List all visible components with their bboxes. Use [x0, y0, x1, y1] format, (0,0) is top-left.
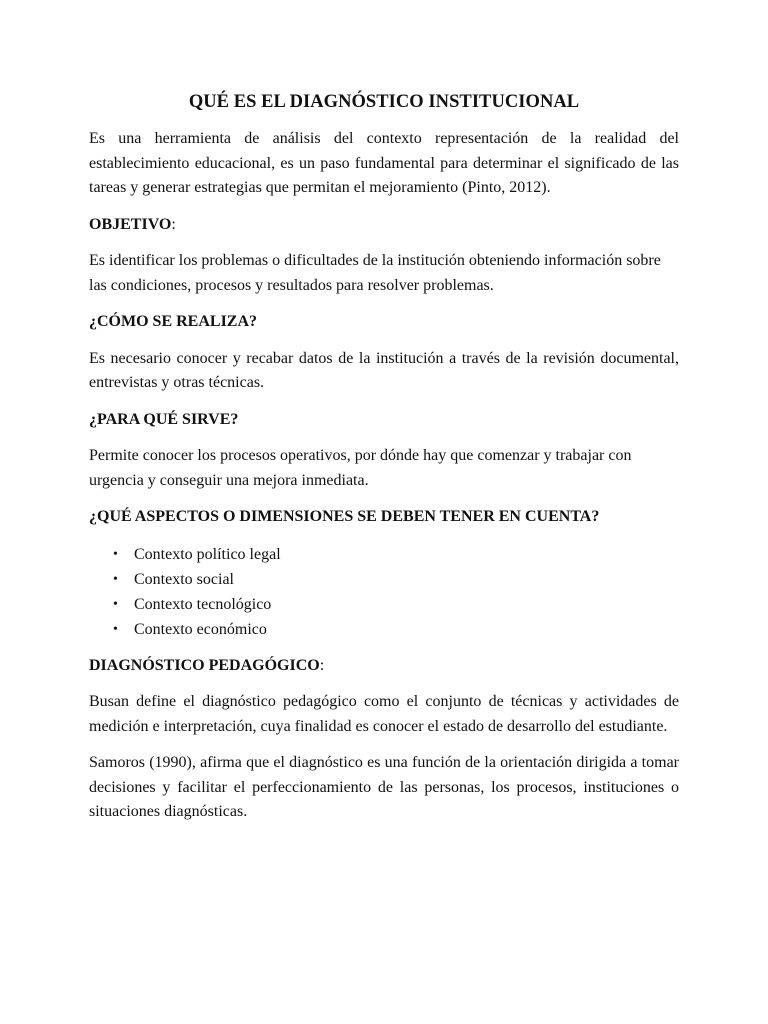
- intro-paragraph: Es una herramienta de análisis del contexto representación de la realidad del establecimiento educacional, es un paso fundamental para determinar el significado de las tareas y generar estrategias que permitan el mejoramiento (Pinto, 2012).: [89, 130, 679, 196]
- objetivo-heading: [89, 213, 679, 238]
- como-paragraph: Es necesario conocer y recabar datos de la institución a través de la revisión documental, entrevistas y otras técnicas.: [89, 349, 679, 391]
- como-heading: ¿CÓMO SE REALIZA?: [89, 313, 258, 330]
- para-paragraph: Permite conocer los procesos operativos, por dónde hay que comenzar y trabajar con urgencia y conseguir una mejora inmediata.: [89, 447, 632, 489]
- pedagogico-paragraph-1: Busan define el diagnóstico pedagógico como el conjunto de técnicas y actividades de medición e interpretación, cuya finalidad es conocer el estado de desarrollo del estudiante.: [89, 693, 679, 735]
- document-body: [89, 88, 679, 837]
- list-item-text: Contexto tecnológico: [134, 595, 272, 613]
- objetivo-paragraph: Es identificar los problemas o dificultades de la institución obteniendo información sobre las condiciones, procesos y resultados para resolver problemas.: [89, 252, 661, 294]
- list-item: [89, 617, 679, 642]
- pedagogico-heading-text: DIAGNÓSTICO PEDAGÓGICO: [89, 656, 320, 674]
- document-title: QUÉ ES EL DIAGNÓSTICO INSTITUCIONAL: [188, 92, 580, 112]
- aspectos-heading: ¿QUÉ ASPECTOS O DIMENSIONES SE DEBEN TENER EN CUENTA?: [89, 508, 600, 525]
- bullet-icon: •: [113, 571, 118, 587]
- bullet-icon: •: [113, 596, 118, 612]
- pedagogico-heading: [89, 654, 679, 679]
- objetivo-heading-text: OBJETIVO: [89, 215, 172, 233]
- list-item-text: Contexto económico: [134, 620, 267, 638]
- list-item: [89, 567, 679, 592]
- list-item: [89, 592, 679, 617]
- list-item-text: Contexto social: [134, 570, 234, 588]
- para-heading: ¿PARA QUÉ SIRVE?: [89, 410, 239, 428]
- pedagogico-paragraph-2: Samoros (1990), afirma que el diagnóstico es una función de la orientación dirigida a tomar decisiones y facilitar el perfeccionamiento de las personas, los procesos, instituciones o situaciones diagnósticas.: [89, 754, 679, 820]
- list-item: [89, 542, 679, 567]
- list-item-text: Contexto político legal: [134, 545, 281, 563]
- bullet-icon: •: [113, 546, 118, 562]
- aspectos-list: [89, 542, 679, 642]
- pedagogico-heading-colon: :: [319, 656, 325, 674]
- objetivo-heading-colon: :: [171, 215, 176, 233]
- bullet-icon: •: [113, 621, 118, 637]
